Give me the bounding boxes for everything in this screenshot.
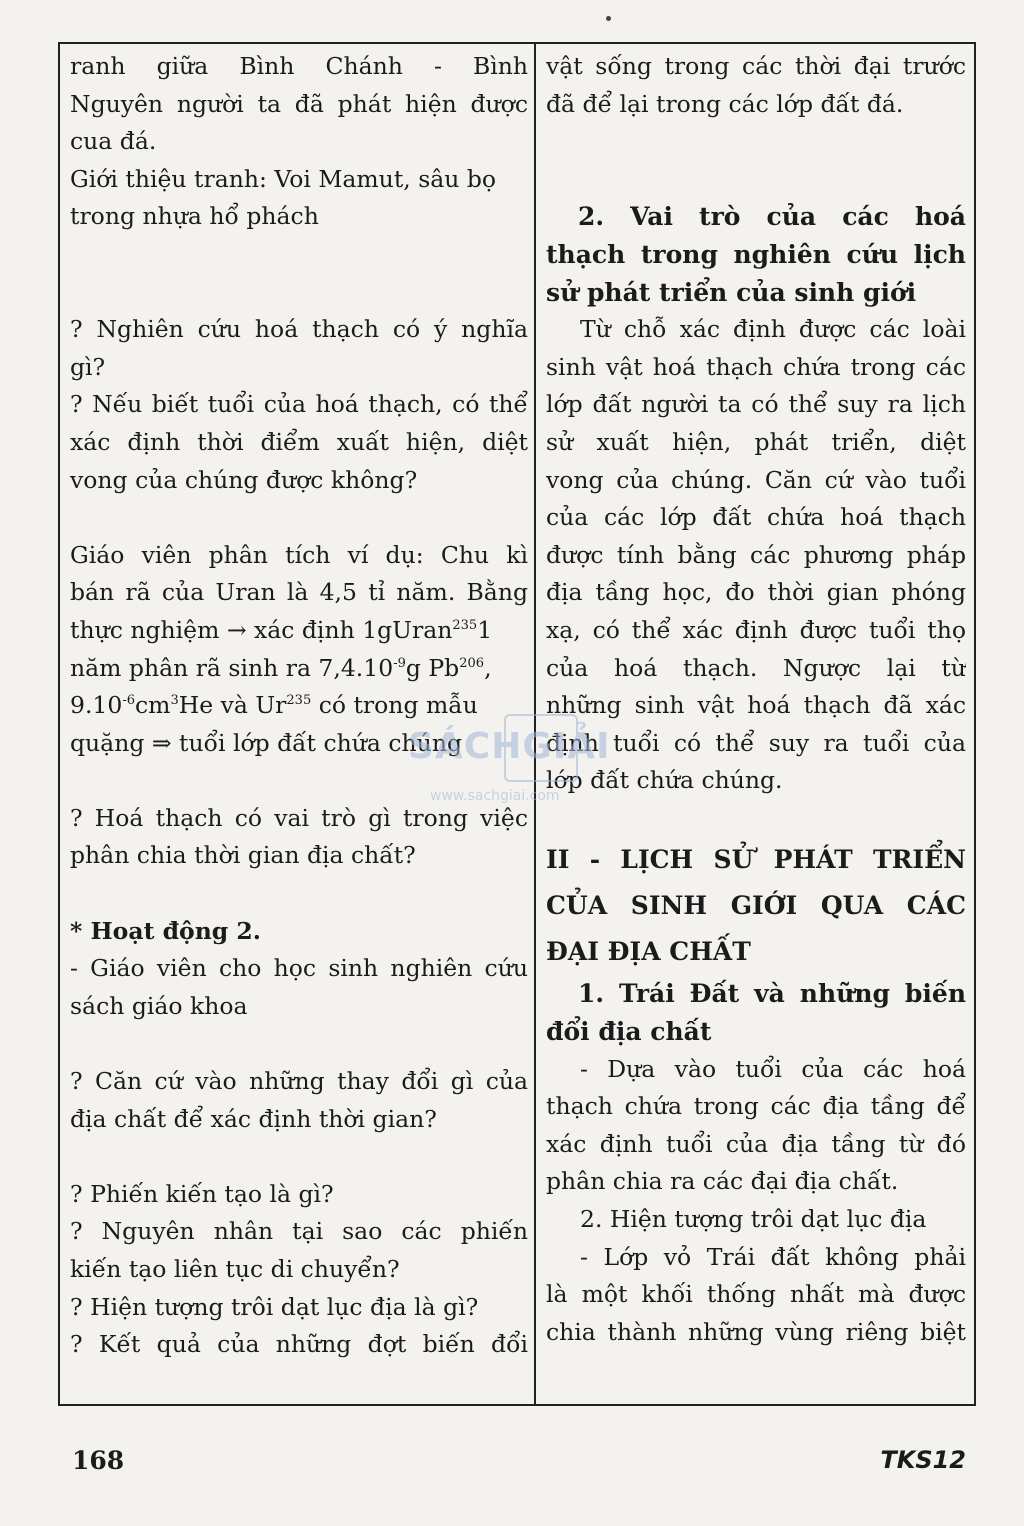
- question-line: địa chất để xác định thời gian?: [70, 1104, 437, 1133]
- example-line: bán rã của Uran là 4,5 tỉ năm. Bằng: [70, 578, 528, 607]
- right-blank: [546, 800, 966, 838]
- left-line: ranh giữa Bình Chánh - Bình: [70, 52, 528, 80]
- left-line: Giới thiệu tranh: Voi Mamut, sâu bọ: [70, 164, 497, 193]
- activity-line: - Giáo viên cho học sinh nghiên cứu: [70, 954, 528, 983]
- example-line: Giáo viên phân tích ví dụ: Chu kì: [70, 540, 528, 569]
- paragraph-line: lớp đất người ta có thể suy ra lịch: [546, 390, 966, 419]
- paragraph-line: là một khối thống nhất mà được: [546, 1280, 966, 1309]
- subsection-2-heading: 2. Hiện tượng trôi dạt lục địa: [580, 1205, 927, 1234]
- section-2-heading: 2. Vai trò của các hoá: [578, 202, 966, 232]
- paragraph-line: những sinh vật hoá thạch đã xác: [546, 691, 966, 720]
- right-blank: [546, 161, 966, 199]
- paragraph-line: xác định tuổi của địa tầng từ đó: [546, 1129, 966, 1158]
- example-line: quặng ⇒ tuổi lớp đất chứa chúng: [70, 728, 462, 757]
- left-blank: [70, 875, 528, 913]
- left-blank: [70, 762, 528, 800]
- paragraph-line: của các lớp đất chứa hoá thạch: [546, 503, 966, 532]
- question-line: ? Phiến kiến tạo là gì?: [70, 1179, 334, 1208]
- page-number: 168: [72, 1446, 125, 1475]
- paragraph-line: sử xuất hiện, phát triển, diệt: [546, 427, 966, 456]
- question-line: ? Hoá thạch có vai trò gì trong việc: [70, 803, 528, 832]
- question-line: ? Kết quả của những đợt biến đổi: [70, 1330, 528, 1359]
- section-ii-heading: CỦA SINH GIỚI QUA CÁC: [546, 891, 966, 921]
- paragraph-line: xạ, có thể xác định được tuổi thọ: [546, 615, 966, 644]
- paragraph-line: lớp đất chứa chúng.: [546, 766, 783, 795]
- book-code: TKS12: [880, 1446, 966, 1474]
- subsection-1-heading: 1. Trái Đất và những biến: [578, 979, 966, 1009]
- section-ii-heading: ĐẠI ĐỊA CHẤT: [546, 937, 751, 967]
- table-divider: [534, 44, 536, 1404]
- right-blank: [546, 123, 966, 161]
- table-border-right: [974, 44, 976, 1404]
- question-line: gì?: [70, 352, 106, 381]
- paragraph-line: phân chia ra các đại địa chất.: [546, 1167, 899, 1196]
- paragraph-line: chia thành những vùng riêng biệt: [546, 1317, 966, 1346]
- question-line: kiến tạo liên tục di chuyển?: [70, 1255, 400, 1283]
- left-line: trong nhựa hổ phách: [70, 202, 319, 231]
- question-line: ? Hiện tượng trôi dạt lục địa là gì?: [70, 1292, 479, 1321]
- question-line: ? Căn cứ vào những thay đổi gì của: [70, 1067, 528, 1096]
- paragraph-line: địa tầng học, đo thời gian phóng: [546, 578, 966, 607]
- paragraph-line: vong của chúng. Căn cứ vào tuổi: [546, 465, 966, 494]
- right-line: vật sống trong các thời đại trước: [546, 52, 966, 80]
- lesson-table: [58, 42, 976, 1406]
- question-line: phân chia thời gian địa chất?: [70, 841, 416, 870]
- paragraph-line: thạch chứa trong các địa tầng để: [546, 1092, 966, 1121]
- question-line: ? Nghiên cứu hoá thạch có ý nghĩa: [70, 315, 528, 344]
- question-line: ? Nếu biết tuổi của hoá thạch, có thể: [70, 390, 528, 419]
- watermark-url: www.sachgiai.com: [430, 788, 560, 804]
- paragraph-line: - Lớp vỏ Trái đất không phải: [580, 1242, 966, 1271]
- paragraph-line: của hoá thạch. Ngược lại từ: [546, 653, 966, 682]
- left-blank: [70, 274, 528, 312]
- watermark-logo: SÁCHGIẢI: [408, 726, 611, 767]
- print-speck: [606, 16, 611, 21]
- section-ii-heading: II - LỊCH SỬ PHÁT TRIỂN: [546, 845, 966, 875]
- section-2-heading: sử phát triển của sinh giới: [546, 277, 917, 307]
- formula-line-2: năm phân rã sinh ra $7,4.10^{-9}g$ Pb$^{206}$,: [70, 653, 492, 682]
- left-blank: [70, 499, 528, 537]
- content-column: [546, 48, 966, 1351]
- paragraph-line: được tính bằng các phương pháp: [546, 540, 966, 569]
- left-line: Nguyên người ta đã phát hiện được: [70, 89, 528, 118]
- formula-line-3: $9.10^{-6}cm^3He$ và Ur$^{235}$ có trong mẫu: [70, 691, 478, 720]
- teacher-activities-column: [70, 48, 528, 1364]
- activity-2-heading: * Hoạt động 2.: [70, 916, 261, 945]
- paragraph-line: sinh vật hoá thạch chứa trong các: [546, 352, 966, 381]
- question-line: ? Nguyên nhân tại sao các phiến: [70, 1217, 528, 1246]
- right-line: đã để lại trong các lớp đất đá.: [546, 89, 904, 118]
- question-line: xác định thời điểm xuất hiện, diệt: [70, 427, 528, 456]
- activity-line: sách giáo khoa: [70, 991, 248, 1020]
- question-line: vong của chúng được không?: [70, 465, 418, 494]
- section-2-heading: thạch trong nghiên cứu lịch: [546, 239, 966, 269]
- left-blank: [70, 1138, 528, 1176]
- paragraph-line: - Dựa vào tuổi của các hoá: [580, 1054, 966, 1083]
- subsection-1-heading: đổi địa chất: [546, 1017, 712, 1047]
- table-border-left: [58, 44, 60, 1404]
- paragraph-line: Từ chỗ xác định được các loài: [580, 315, 966, 344]
- left-blank: [70, 1025, 528, 1063]
- left-blank: [70, 236, 528, 274]
- left-line: cua đá.: [70, 127, 157, 156]
- paragraph-line: định tuổi có thể suy ra tuổi của: [546, 728, 966, 757]
- formula-line-1: thực nghiệm → xác định 1gUran$^{235}$1: [70, 615, 493, 644]
